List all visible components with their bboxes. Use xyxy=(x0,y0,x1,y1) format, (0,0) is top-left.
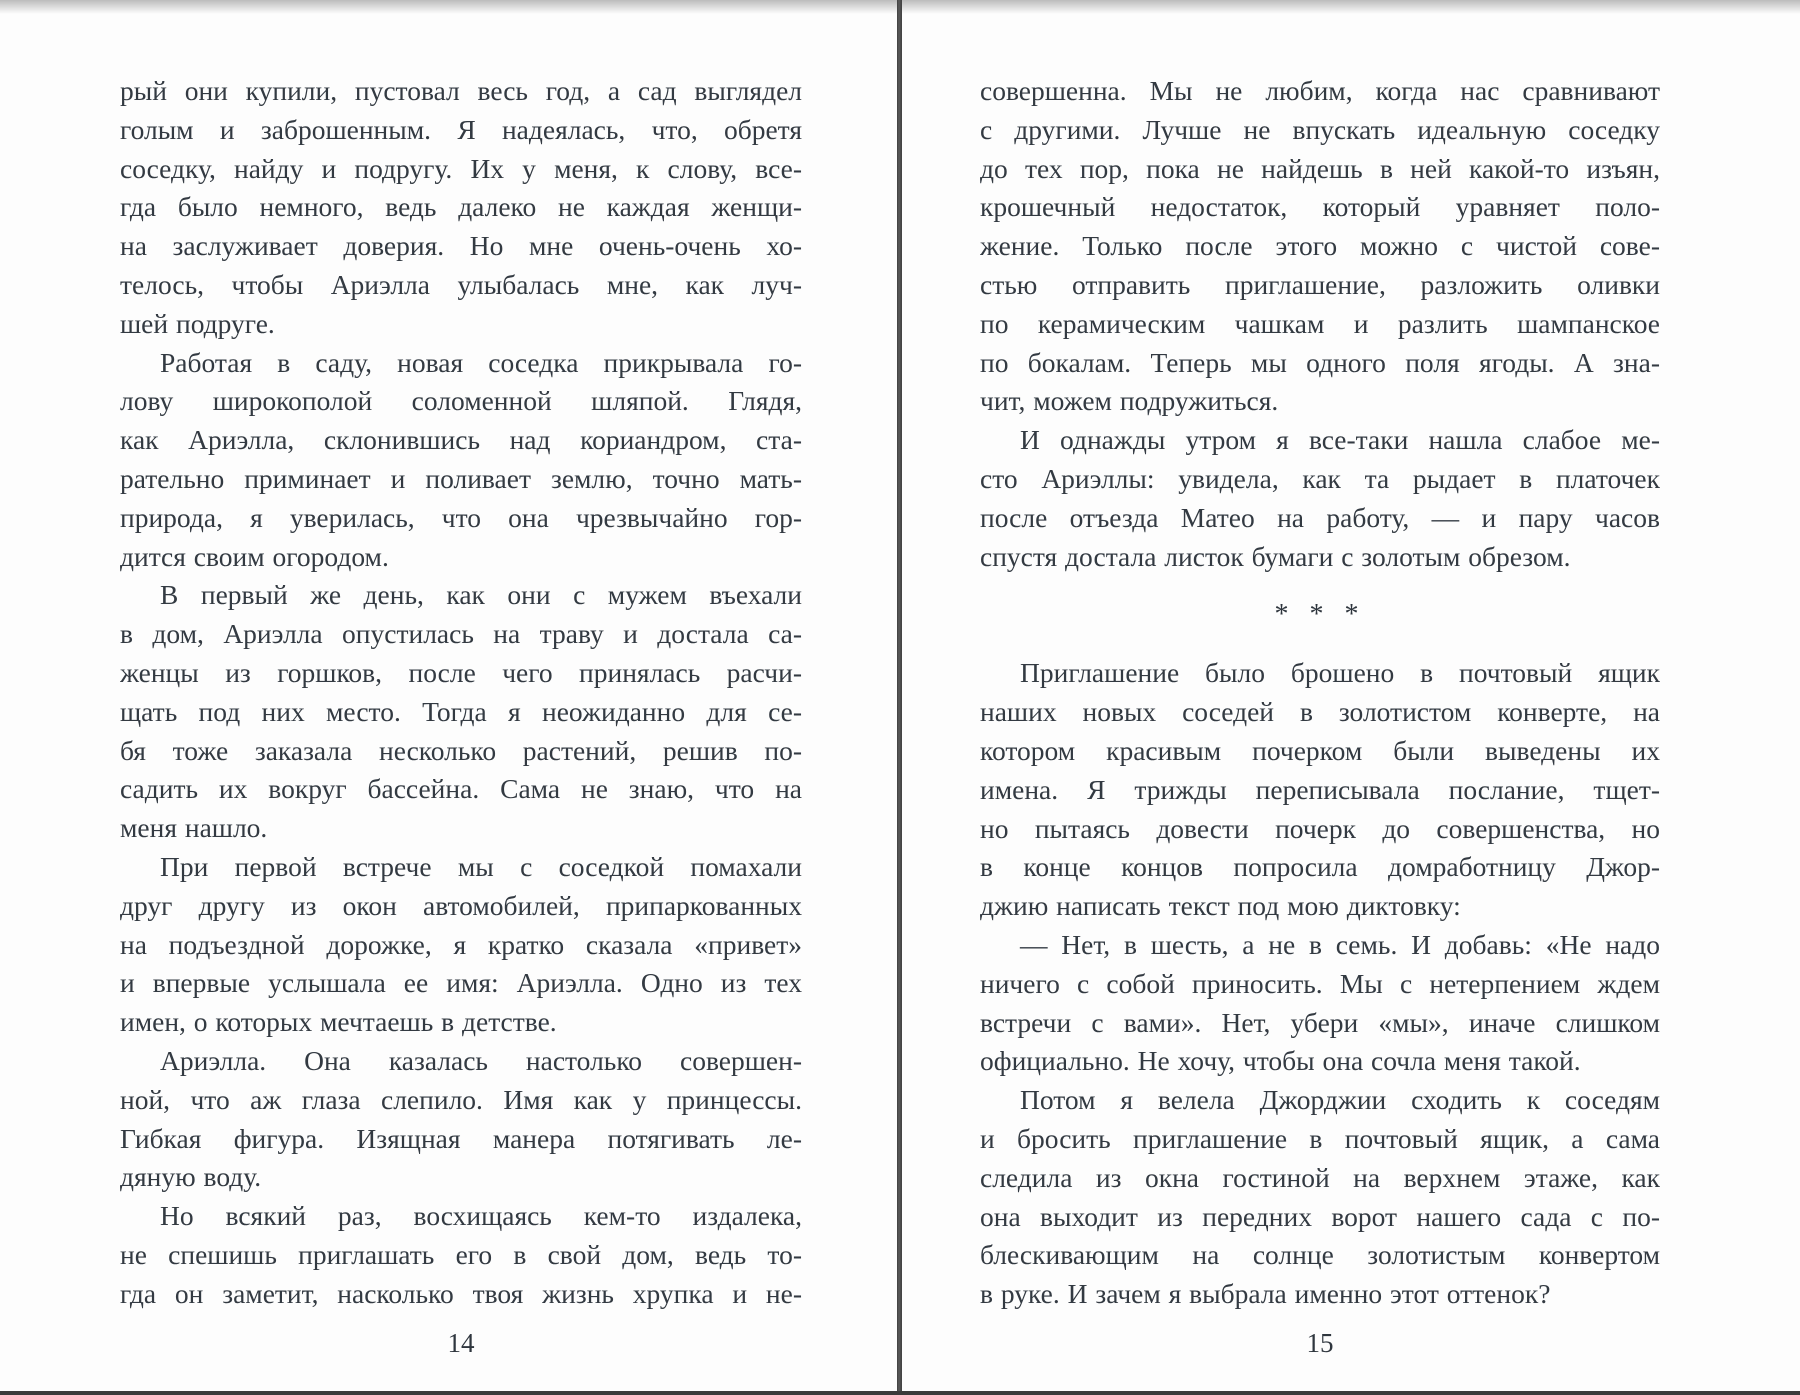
text-line: стью отправить приглашение, разложить оливки xyxy=(980,268,1660,300)
text-line: лову широкополой соломенной шляпой. Глядя, xyxy=(120,385,802,417)
text-line: — Нет, в шесть, а не в семь. И добавь: «Не надо xyxy=(1020,928,1660,960)
text-line: совершенна. Мы не любим, когда нас сравнивают xyxy=(980,75,1660,106)
text-line: но пытаясь довести почерк до совершенства, но xyxy=(980,812,1660,844)
text-line: рательно приминает и поливает землю, точно мать- xyxy=(120,462,802,494)
page-left-text xyxy=(120,72,802,1314)
text-line: с другими. Лучше не впускать идеальную соседку xyxy=(980,113,1660,145)
text-line: сто Ариэллы: увидела, как та рыдает в платочек xyxy=(980,462,1660,494)
text-line: она выходит из передних ворот нашего сада с по- xyxy=(980,1200,1660,1232)
bottom-border xyxy=(0,1391,1800,1395)
text-line: гда он заметит, насколько твоя жизнь хрупка и не- xyxy=(120,1277,802,1309)
page-right xyxy=(980,72,1660,1359)
text-line: как Ариэлла, склонившись над кориандром, ста- xyxy=(120,424,802,456)
text-line: Приглашение было брошено в почтовый ящик xyxy=(1020,657,1660,689)
text-line: садить их вокруг бассейна. Сама не знаю, что на xyxy=(120,773,802,805)
text-line: крошечный недостаток, который уравняет поло- xyxy=(980,191,1660,223)
text-line: гда было немного, ведь далеко не каждая женщи- xyxy=(120,191,802,223)
text-line: жение. Только после этого можно с чистой сове- xyxy=(980,230,1660,262)
page-number-right: 15 xyxy=(1306,1327,1334,1358)
text-line: голым и заброшенным. Я надеялась, что, обретя xyxy=(120,113,802,145)
text-line: рый они купили, пустовал весь год, а сад выглядел xyxy=(120,75,802,106)
section-separator: * * * xyxy=(1274,599,1366,631)
text-line: по бокалам. Теперь мы одного поля ягоды. А зна- xyxy=(980,346,1660,378)
text-line: ничего с собой приносить. Мы с нетерпением ждем xyxy=(980,967,1660,999)
text-line: по керамическим чашкам и разлить шампанское xyxy=(980,307,1660,339)
text-line: следила из окна гостиной на верхнем этаже, как xyxy=(980,1161,1660,1193)
text-line: на подъездной дорожке, я кратко сказала «привет» xyxy=(120,928,802,960)
text-line: после отъезда Матео на работу, — и пару часов xyxy=(980,501,1660,533)
text-line: спустя достала листок бумаги с золотым обрезом. xyxy=(980,540,1571,572)
text-line: щать под них место. Тогда я неожиданно для се- xyxy=(120,695,802,727)
text-line: котором красивым почерком были выведены их xyxy=(980,734,1660,766)
text-line: соседку, найду и подругу. Их у меня, к слову, все- xyxy=(120,152,802,184)
text-line: не спешишь приглашать его в свой дом, ведь то- xyxy=(120,1238,802,1270)
page-divider xyxy=(897,0,902,1395)
text-line: блескивающим на солнце золотистым конвертом xyxy=(980,1239,1660,1271)
text-line: в дом, Ариэлла опустилась на траву и достала са- xyxy=(120,618,802,650)
text-line: до тех пор, пока не найдешь в ней какой-то изъян, xyxy=(980,152,1660,184)
text-line: шей подруге. xyxy=(120,307,275,339)
text-line: меня нашло. xyxy=(120,812,268,844)
text-line: И однажды утром я все-таки нашла слабое ме- xyxy=(1020,424,1660,456)
text-line: Потом я велела Джорджии сходить к соседям xyxy=(1020,1084,1660,1116)
text-line: друг другу из окон автомобилей, припаркованных xyxy=(120,889,802,921)
text-line: Ариэлла. Она казалась настолько совершен- xyxy=(160,1044,802,1076)
text-line: дяную воду. xyxy=(120,1161,262,1193)
text-line: встречи с вами». Нет, убери «мы», иначе слишком xyxy=(980,1006,1660,1038)
text-line: в руке. И зачем я выбрала именно этот оттенок? xyxy=(980,1278,1551,1310)
text-line: ной, что аж глаза слепило. Имя как у принцессы. xyxy=(120,1083,802,1115)
text-line: официально. Не хочу, чтобы она сочла меня такой. xyxy=(980,1045,1581,1077)
text-line: женцы из горшков, после чего принялась расчи- xyxy=(120,656,802,688)
page-right-text xyxy=(980,72,1660,1314)
text-line: имена. Я трижды переписывала послание, тщет- xyxy=(980,773,1660,805)
page-left xyxy=(120,72,802,1359)
text-line: бя тоже заказала несколько растений, решив по- xyxy=(120,734,802,766)
text-line: Работая в саду, новая соседка прикрывала го- xyxy=(160,346,802,378)
text-line: в конце концов попросила домработницу Джор- xyxy=(980,851,1660,883)
text-line: В первый же день, как они с мужем въехали xyxy=(160,579,802,611)
text-line: на заслуживает доверия. Но мне очень-очень хо- xyxy=(120,230,802,262)
text-line: Но всякий раз, восхищаясь кем-то издалека, xyxy=(160,1200,802,1232)
text-line: природа, я уверилась, что она чрезвычайно гор- xyxy=(120,501,802,533)
text-line: наших новых соседей в золотистом конверте, на xyxy=(980,696,1660,728)
text-line: и бросить приглашение в почтовый ящик, а сама xyxy=(980,1122,1660,1154)
text-line: и впервые услышала ее имя: Ариэлла. Одно из тех xyxy=(120,967,802,999)
text-line: имен, о которых мечтаешь в детстве. xyxy=(120,1006,557,1038)
text-line: При первой встрече мы с соседкой помахали xyxy=(160,850,802,882)
text-line: телось, чтобы Ариэлла улыбалась мне, как луч- xyxy=(120,268,802,300)
page-number-left: 14 xyxy=(447,1327,475,1358)
text-line: джию написать текст под мою диктовку: xyxy=(980,890,1461,922)
text-line: чит, можем подружиться. xyxy=(980,385,1279,417)
text-line: дится своим огородом. xyxy=(120,540,389,572)
text-line: Гибкая фигура. Изящная манера потягивать ле- xyxy=(120,1122,802,1154)
